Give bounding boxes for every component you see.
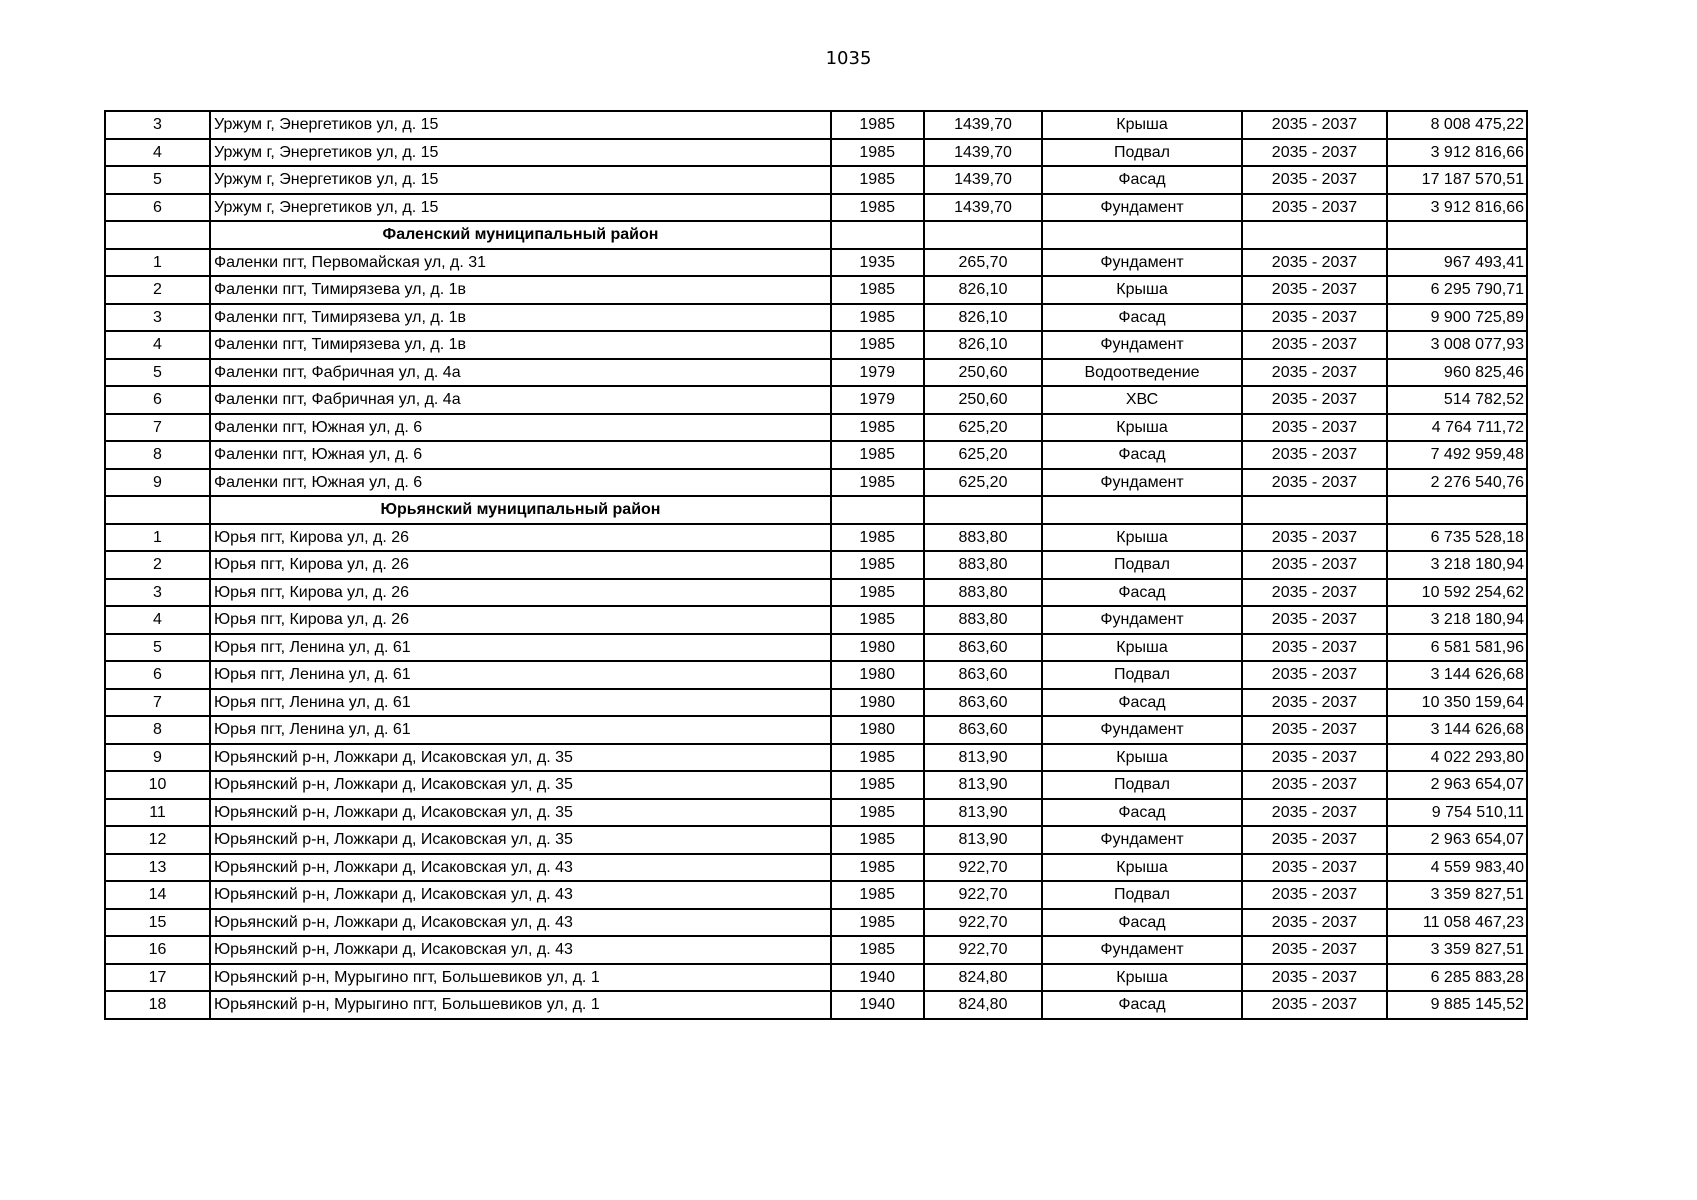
area-cell: 826,10 — [924, 331, 1042, 359]
address-cell: Юрьянский р-н, Ложкари д, Исаковская ул, д. 43 — [210, 909, 831, 937]
address-cell: Юрья пгт, Ленина ул, д. 61 — [210, 661, 831, 689]
address-cell: Уржум г, Энергетиков ул, д. 15 — [210, 139, 831, 167]
table-row — [105, 414, 1527, 442]
table-row — [105, 469, 1527, 497]
area-cell: 863,60 — [924, 716, 1042, 744]
address-cell: Фаленки пгт, Южная ул, д. 6 — [210, 469, 831, 497]
period-cell: 2035 - 2037 — [1242, 111, 1387, 139]
area-cell: 863,60 — [924, 689, 1042, 717]
address-cell: Юрья пгт, Кирова ул, д. 26 — [210, 579, 831, 607]
work-type-cell: Подвал — [1042, 139, 1242, 167]
row-number: 6 — [105, 386, 210, 414]
area-cell: 250,60 — [924, 386, 1042, 414]
address-cell: Юрьянский р-н, Ложкари д, Исаковская ул, д. 35 — [210, 771, 831, 799]
table-row — [105, 881, 1527, 909]
empty-cell — [1387, 221, 1527, 249]
address-cell: Юрьянский р-н, Ложкари д, Исаковская ул, д. 43 — [210, 881, 831, 909]
table-row — [105, 276, 1527, 304]
work-type-cell: Подвал — [1042, 661, 1242, 689]
address-cell: Фаленки пгт, Фабричная ул, д. 4а — [210, 359, 831, 387]
year-cell: 1985 — [831, 854, 924, 882]
row-number: 4 — [105, 331, 210, 359]
cost-cell: 6 735 528,18 — [1387, 524, 1527, 552]
address-cell: Юрьянский р-н, Ложкари д, Исаковская ул, д. 43 — [210, 936, 831, 964]
row-number: 4 — [105, 139, 210, 167]
row-number: 3 — [105, 579, 210, 607]
empty-cell — [831, 496, 924, 524]
cost-cell: 967 493,41 — [1387, 249, 1527, 277]
row-number: 12 — [105, 826, 210, 854]
row-number: 9 — [105, 744, 210, 772]
district-name: Юрьянский муниципальный район — [210, 496, 831, 524]
district-header-row — [105, 496, 1527, 524]
period-cell: 2035 - 2037 — [1242, 634, 1387, 662]
work-type-cell: Фундамент — [1042, 194, 1242, 222]
work-type-cell: Фундамент — [1042, 716, 1242, 744]
work-type-cell: Фасад — [1042, 909, 1242, 937]
table-row — [105, 139, 1527, 167]
work-type-cell: Подвал — [1042, 771, 1242, 799]
period-cell: 2035 - 2037 — [1242, 771, 1387, 799]
address-cell: Фаленки пгт, Первомайская ул, д. 31 — [210, 249, 831, 277]
area-cell: 922,70 — [924, 936, 1042, 964]
year-cell: 1985 — [831, 771, 924, 799]
area-cell: 826,10 — [924, 276, 1042, 304]
work-type-cell: Водоотведение — [1042, 359, 1242, 387]
area-cell: 883,80 — [924, 551, 1042, 579]
cost-cell: 6 295 790,71 — [1387, 276, 1527, 304]
address-cell: Уржум г, Энергетиков ул, д. 15 — [210, 166, 831, 194]
work-type-cell: Крыша — [1042, 634, 1242, 662]
table-row — [105, 936, 1527, 964]
work-type-cell: Фундамент — [1042, 469, 1242, 497]
area-cell: 883,80 — [924, 579, 1042, 607]
row-number: 7 — [105, 689, 210, 717]
period-cell: 2035 - 2037 — [1242, 744, 1387, 772]
row-number: 15 — [105, 909, 210, 937]
period-cell: 2035 - 2037 — [1242, 964, 1387, 992]
cost-cell: 8 008 475,22 — [1387, 111, 1527, 139]
period-cell: 2035 - 2037 — [1242, 331, 1387, 359]
row-number: 1 — [105, 249, 210, 277]
table-row — [105, 606, 1527, 634]
empty-cell — [105, 221, 210, 249]
area-cell: 1439,70 — [924, 166, 1042, 194]
cost-cell: 3 008 077,93 — [1387, 331, 1527, 359]
work-type-cell: Фасад — [1042, 991, 1242, 1019]
cost-cell: 2 963 654,07 — [1387, 771, 1527, 799]
address-cell: Юрья пгт, Кирова ул, д. 26 — [210, 551, 831, 579]
period-cell: 2035 - 2037 — [1242, 524, 1387, 552]
cost-cell: 4 764 711,72 — [1387, 414, 1527, 442]
area-cell: 813,90 — [924, 826, 1042, 854]
area-cell: 1439,70 — [924, 111, 1042, 139]
work-type-cell: Фасад — [1042, 166, 1242, 194]
cost-cell: 9 885 145,52 — [1387, 991, 1527, 1019]
table-row — [105, 331, 1527, 359]
address-cell: Юрья пгт, Кирова ул, д. 26 — [210, 606, 831, 634]
row-number: 8 — [105, 441, 210, 469]
work-type-cell: Крыша — [1042, 524, 1242, 552]
table-row — [105, 964, 1527, 992]
address-cell: Уржум г, Энергетиков ул, д. 15 — [210, 111, 831, 139]
year-cell: 1985 — [831, 579, 924, 607]
work-type-cell: Подвал — [1042, 551, 1242, 579]
period-cell: 2035 - 2037 — [1242, 551, 1387, 579]
address-cell: Юрьянский р-н, Ложкари д, Исаковская ул, д. 35 — [210, 744, 831, 772]
table-row — [105, 826, 1527, 854]
row-number: 18 — [105, 991, 210, 1019]
area-cell: 813,90 — [924, 799, 1042, 827]
table-row — [105, 991, 1527, 1019]
address-cell: Фаленки пгт, Тимирязева ул, д. 1в — [210, 331, 831, 359]
area-cell: 863,60 — [924, 661, 1042, 689]
work-type-cell: Фасад — [1042, 441, 1242, 469]
period-cell: 2035 - 2037 — [1242, 799, 1387, 827]
area-cell: 625,20 — [924, 414, 1042, 442]
address-cell: Фаленки пгт, Южная ул, д. 6 — [210, 414, 831, 442]
area-cell: 625,20 — [924, 441, 1042, 469]
cost-cell: 960 825,46 — [1387, 359, 1527, 387]
row-number: 5 — [105, 634, 210, 662]
work-type-cell: Фундамент — [1042, 936, 1242, 964]
period-cell: 2035 - 2037 — [1242, 936, 1387, 964]
row-number: 17 — [105, 964, 210, 992]
year-cell: 1935 — [831, 249, 924, 277]
cost-cell: 10 592 254,62 — [1387, 579, 1527, 607]
empty-cell — [831, 221, 924, 249]
row-number: 13 — [105, 854, 210, 882]
cost-cell: 17 187 570,51 — [1387, 166, 1527, 194]
address-cell: Юрьянский р-н, Мурыгино пгт, Большевиков ул, д. 1 — [210, 964, 831, 992]
cost-cell: 3 218 180,94 — [1387, 606, 1527, 634]
empty-cell — [105, 496, 210, 524]
empty-cell — [1387, 496, 1527, 524]
cost-cell: 9 754 510,11 — [1387, 799, 1527, 827]
period-cell: 2035 - 2037 — [1242, 661, 1387, 689]
period-cell: 2035 - 2037 — [1242, 469, 1387, 497]
table-row — [105, 386, 1527, 414]
work-type-cell: Крыша — [1042, 111, 1242, 139]
year-cell: 1985 — [831, 826, 924, 854]
year-cell: 1980 — [831, 689, 924, 717]
year-cell: 1985 — [831, 304, 924, 332]
work-type-cell: Фундамент — [1042, 249, 1242, 277]
table-row — [105, 716, 1527, 744]
cost-cell: 6 285 883,28 — [1387, 964, 1527, 992]
table-body — [105, 111, 1527, 1019]
row-number: 7 — [105, 414, 210, 442]
cost-cell: 4 022 293,80 — [1387, 744, 1527, 772]
period-cell: 2035 - 2037 — [1242, 276, 1387, 304]
cost-cell: 3 218 180,94 — [1387, 551, 1527, 579]
address-cell: Фаленки пгт, Тимирязева ул, д. 1в — [210, 276, 831, 304]
address-cell: Юрья пгт, Ленина ул, д. 61 — [210, 634, 831, 662]
work-type-cell: Фундамент — [1042, 606, 1242, 634]
period-cell: 2035 - 2037 — [1242, 414, 1387, 442]
year-cell: 1980 — [831, 634, 924, 662]
cost-cell: 3 912 816,66 — [1387, 194, 1527, 222]
work-type-cell: Фасад — [1042, 304, 1242, 332]
cost-cell: 9 900 725,89 — [1387, 304, 1527, 332]
area-cell: 824,80 — [924, 991, 1042, 1019]
address-cell: Юрьянский р-н, Мурыгино пгт, Большевиков ул, д. 1 — [210, 991, 831, 1019]
period-cell: 2035 - 2037 — [1242, 579, 1387, 607]
row-number: 4 — [105, 606, 210, 634]
period-cell: 2035 - 2037 — [1242, 166, 1387, 194]
row-number: 3 — [105, 304, 210, 332]
area-cell: 813,90 — [924, 744, 1042, 772]
district-name: Фаленский муниципальный район — [210, 221, 831, 249]
area-cell: 883,80 — [924, 524, 1042, 552]
area-cell: 824,80 — [924, 964, 1042, 992]
work-type-cell: Крыша — [1042, 744, 1242, 772]
area-cell: 1439,70 — [924, 139, 1042, 167]
address-cell: Юрьянский р-н, Ложкари д, Исаковская ул, д. 43 — [210, 854, 831, 882]
address-cell: Юрья пгт, Ленина ул, д. 61 — [210, 689, 831, 717]
area-cell: 625,20 — [924, 469, 1042, 497]
table-row — [105, 771, 1527, 799]
area-cell: 813,90 — [924, 771, 1042, 799]
table-row — [105, 909, 1527, 937]
address-cell: Уржум г, Энергетиков ул, д. 15 — [210, 194, 831, 222]
cost-cell: 2 276 540,76 — [1387, 469, 1527, 497]
period-cell: 2035 - 2037 — [1242, 826, 1387, 854]
period-cell: 2035 - 2037 — [1242, 304, 1387, 332]
empty-cell — [924, 221, 1042, 249]
cost-cell: 2 963 654,07 — [1387, 826, 1527, 854]
area-cell: 863,60 — [924, 634, 1042, 662]
year-cell: 1985 — [831, 194, 924, 222]
empty-cell — [1242, 496, 1387, 524]
repair-schedule-table — [104, 110, 1528, 1020]
table-row — [105, 551, 1527, 579]
period-cell: 2035 - 2037 — [1242, 386, 1387, 414]
work-type-cell: Фундамент — [1042, 331, 1242, 359]
work-type-cell: Фундамент — [1042, 826, 1242, 854]
row-number: 6 — [105, 661, 210, 689]
empty-cell — [1242, 221, 1387, 249]
area-cell: 826,10 — [924, 304, 1042, 332]
cost-cell: 10 350 159,64 — [1387, 689, 1527, 717]
work-type-cell: Крыша — [1042, 276, 1242, 304]
year-cell: 1985 — [831, 524, 924, 552]
district-header-row — [105, 221, 1527, 249]
row-number: 9 — [105, 469, 210, 497]
table-row — [105, 661, 1527, 689]
table-row — [105, 634, 1527, 662]
period-cell: 2035 - 2037 — [1242, 991, 1387, 1019]
table-row — [105, 744, 1527, 772]
year-cell: 1985 — [831, 469, 924, 497]
row-number: 14 — [105, 881, 210, 909]
cost-cell: 3 359 827,51 — [1387, 936, 1527, 964]
period-cell: 2035 - 2037 — [1242, 441, 1387, 469]
table-row — [105, 689, 1527, 717]
year-cell: 1985 — [831, 331, 924, 359]
address-cell: Фаленки пгт, Фабричная ул, д. 4а — [210, 386, 831, 414]
page-number: 1035 — [825, 48, 872, 69]
row-number: 2 — [105, 551, 210, 579]
table-row — [105, 579, 1527, 607]
address-cell: Фаленки пгт, Тимирязева ул, д. 1в — [210, 304, 831, 332]
work-type-cell: Фасад — [1042, 689, 1242, 717]
year-cell: 1985 — [831, 799, 924, 827]
period-cell: 2035 - 2037 — [1242, 881, 1387, 909]
area-cell: 922,70 — [924, 881, 1042, 909]
row-number: 3 — [105, 111, 210, 139]
table-row — [105, 854, 1527, 882]
year-cell: 1985 — [831, 166, 924, 194]
area-cell: 250,60 — [924, 359, 1042, 387]
work-type-cell: Крыша — [1042, 854, 1242, 882]
period-cell: 2035 - 2037 — [1242, 139, 1387, 167]
row-number: 5 — [105, 166, 210, 194]
period-cell: 2035 - 2037 — [1242, 854, 1387, 882]
cost-cell: 6 581 581,96 — [1387, 634, 1527, 662]
cost-cell: 7 492 959,48 — [1387, 441, 1527, 469]
table-row — [105, 524, 1527, 552]
table-row — [105, 799, 1527, 827]
year-cell: 1980 — [831, 716, 924, 744]
cost-cell: 4 559 983,40 — [1387, 854, 1527, 882]
year-cell: 1985 — [831, 441, 924, 469]
year-cell: 1940 — [831, 991, 924, 1019]
year-cell: 1985 — [831, 881, 924, 909]
empty-cell — [1042, 221, 1242, 249]
year-cell: 1940 — [831, 964, 924, 992]
row-number: 6 — [105, 194, 210, 222]
year-cell: 1985 — [831, 139, 924, 167]
area-cell: 922,70 — [924, 854, 1042, 882]
table-row — [105, 111, 1527, 139]
table-row — [105, 194, 1527, 222]
period-cell: 2035 - 2037 — [1242, 194, 1387, 222]
work-type-cell: Крыша — [1042, 964, 1242, 992]
period-cell: 2035 - 2037 — [1242, 689, 1387, 717]
cost-cell: 514 782,52 — [1387, 386, 1527, 414]
work-type-cell: Подвал — [1042, 881, 1242, 909]
year-cell: 1985 — [831, 551, 924, 579]
area-cell: 265,70 — [924, 249, 1042, 277]
cost-cell: 3 144 626,68 — [1387, 661, 1527, 689]
work-type-cell: Крыша — [1042, 414, 1242, 442]
table-row — [105, 166, 1527, 194]
year-cell: 1985 — [831, 111, 924, 139]
row-number: 10 — [105, 771, 210, 799]
year-cell: 1985 — [831, 276, 924, 304]
year-cell: 1979 — [831, 386, 924, 414]
year-cell: 1985 — [831, 936, 924, 964]
year-cell: 1985 — [831, 606, 924, 634]
empty-cell — [1042, 496, 1242, 524]
period-cell: 2035 - 2037 — [1242, 716, 1387, 744]
year-cell: 1985 — [831, 909, 924, 937]
work-type-cell: Фасад — [1042, 579, 1242, 607]
address-cell: Юрьянский р-н, Ложкари д, Исаковская ул, д. 35 — [210, 799, 831, 827]
address-cell: Фаленки пгт, Южная ул, д. 6 — [210, 441, 831, 469]
row-number: 2 — [105, 276, 210, 304]
cost-cell: 3 144 626,68 — [1387, 716, 1527, 744]
period-cell: 2035 - 2037 — [1242, 359, 1387, 387]
row-number: 8 — [105, 716, 210, 744]
address-cell: Юрья пгт, Ленина ул, д. 61 — [210, 716, 831, 744]
area-cell: 922,70 — [924, 909, 1042, 937]
row-number: 5 — [105, 359, 210, 387]
cost-cell: 3 359 827,51 — [1387, 881, 1527, 909]
empty-cell — [924, 496, 1042, 524]
year-cell: 1985 — [831, 414, 924, 442]
table-row — [105, 441, 1527, 469]
work-type-cell: ХВС — [1042, 386, 1242, 414]
row-number: 1 — [105, 524, 210, 552]
area-cell: 883,80 — [924, 606, 1042, 634]
period-cell: 2035 - 2037 — [1242, 249, 1387, 277]
area-cell: 1439,70 — [924, 194, 1042, 222]
period-cell: 2035 - 2037 — [1242, 606, 1387, 634]
year-cell: 1985 — [831, 744, 924, 772]
cost-cell: 3 912 816,66 — [1387, 139, 1527, 167]
period-cell: 2035 - 2037 — [1242, 909, 1387, 937]
address-cell: Юрья пгт, Кирова ул, д. 26 — [210, 524, 831, 552]
year-cell: 1979 — [831, 359, 924, 387]
year-cell: 1980 — [831, 661, 924, 689]
work-type-cell: Фасад — [1042, 799, 1242, 827]
row-number: 11 — [105, 799, 210, 827]
table-row — [105, 304, 1527, 332]
table-row — [105, 359, 1527, 387]
address-cell: Юрьянский р-н, Ложкари д, Исаковская ул, д. 35 — [210, 826, 831, 854]
table-row — [105, 249, 1527, 277]
row-number: 16 — [105, 936, 210, 964]
cost-cell: 11 058 467,23 — [1387, 909, 1527, 937]
